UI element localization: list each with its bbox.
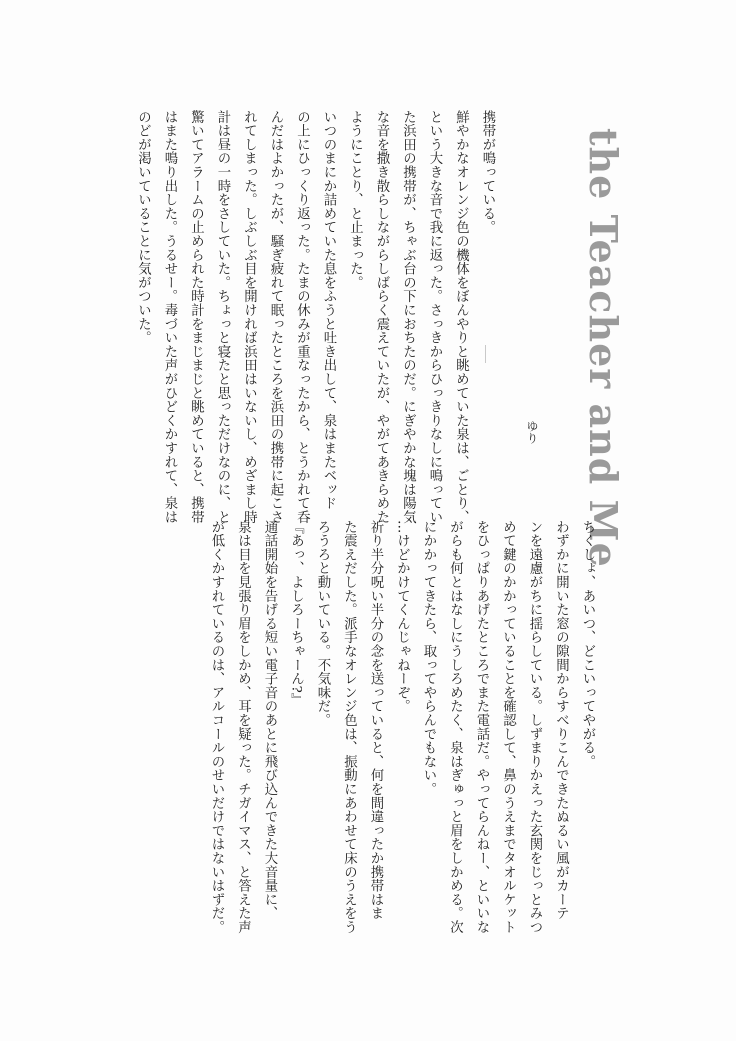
text-line: にかかってきたら、取ってやらんでもない。 [421,520,436,796]
text-line: が低くかすれているのは、アルコールのせいだけではないはずだ。 [209,520,224,934]
text-line: はまた鳴り出した。うるせー。毒づいた声がひどくかすれて、泉は [162,110,177,524]
text-line: ようにことり、と止まった。 [347,110,363,290]
story-title: the Teacher and Me [581,128,626,568]
text-line: をひっぱりあげたところでまた電話だ。やってらんねー、といいな [474,520,489,934]
text-line: 計は昼の一時をさしていた。ちょっと寝たと思っただけなのに、と [215,110,230,524]
text-line: な音を撒き散らしながらしばらく震えていたが、やがてあきらめた [374,110,389,524]
text-line: 通話開始を告げる短い電子音のあとに飛び込んできた大音量に、 [262,520,277,921]
text-line: 泉は目を見張り眉をしかめ、耳を疑った。チガイマス、と答えた声 [235,520,251,934]
text-line: 鮮やかなオレンジ色の機体をぼんやりと眺めていた泉は、ごとり、 [453,110,469,524]
text-line: めて鍵のかかっていることを確認して、鼻のうえまでタオルケット [500,520,516,934]
text-line: いつのまにか詰めていた息をふうと吐き出して、泉はまたベッド [321,110,336,511]
author-name: ゆり [525,420,539,444]
text-line: という大きな音で我に返った。さっきからひっきりなしに鳴ってい [427,110,442,524]
text-line: れてしまった。しぶしぶ目を開ければ浜田はいないし、めざまし時 [241,110,257,524]
text-line: 携帯が鳴っている。 [480,110,495,235]
upper-text-block [128,110,500,524]
text-line: わずかに開いた窓の隙間からすべりこんできたぬるい風がカーテ [553,520,569,921]
text-line: 『あっ、よしろーちゃーん?』 [288,520,304,707]
text-line: た浜田の携帯が、ちゃぶ台の下におちたのだ。にぎやかな塊は陽気 [400,110,416,524]
text-line: んだはよかったが、騒ぎ疲れて眠ったところを浜田の携帯に起こさ [268,110,283,524]
text-line: のどが渇いていることに気がついた。 [135,110,151,345]
text-line: ちくしょ、あいつ、どこいってやがる。 [580,520,595,769]
text-line: ろうろと動いている。不気味だ。 [315,520,330,727]
text-line: ンを遠慮がちに揺らしている。しずまりかえった玄関をじっとみつ [527,520,542,934]
text-line: …けどかけてくんじゃねーぞ。 [394,520,410,714]
text-line: がらも何とはなしにうしろめたく、泉はぎゅっと眉をしかめる。次 [447,520,463,934]
lower-text-block [128,520,600,940]
scan-mark [485,345,486,363]
text-line: の上にひっくり返った。たまの休みが重なったから、とうかれて呑 [294,110,310,524]
text-line: 驚いてアラームの止められた時計をまじまじと眺めていると、携帯 [188,110,204,524]
text-line: 祈り半分呪い半分の念を送っていると、何を間違ったか携帯はま [368,520,383,921]
text-line: た震えだした。派手なオレンジ色は、振動にあわせて床のうえをう [341,520,357,934]
